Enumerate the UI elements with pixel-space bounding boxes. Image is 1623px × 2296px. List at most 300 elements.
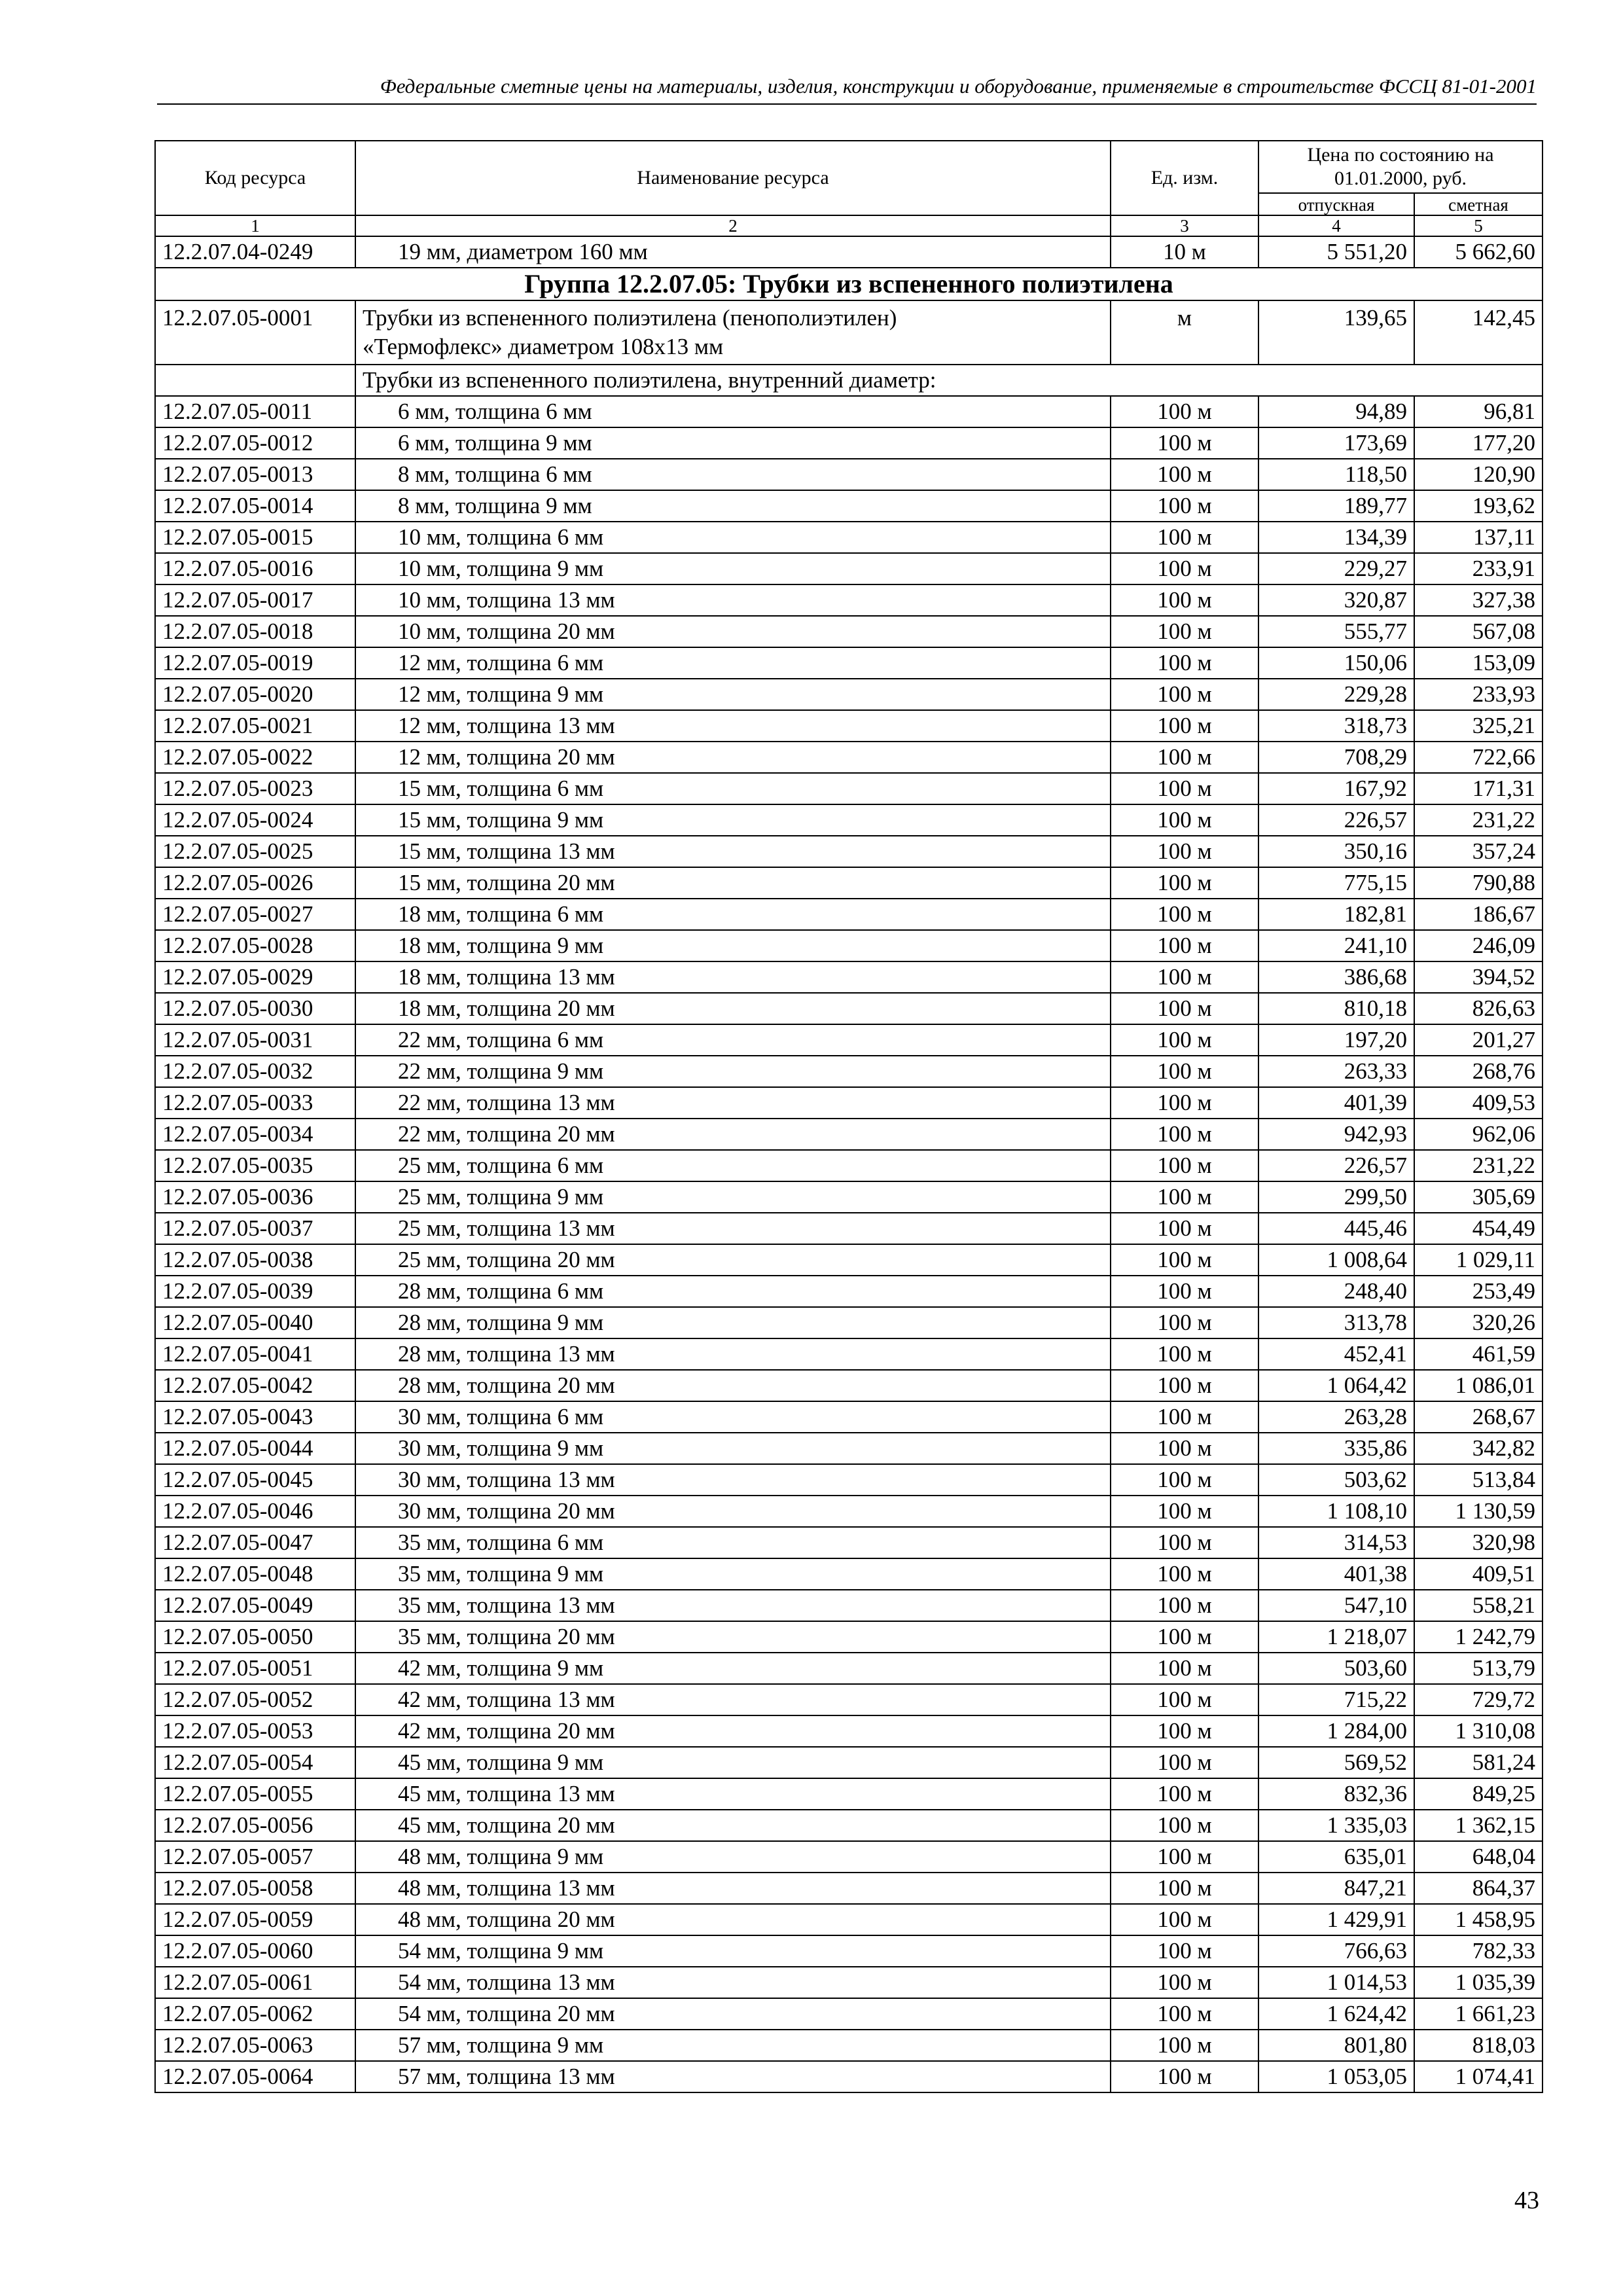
estimate-price: 454,49: [1414, 1213, 1543, 1244]
resource-name: 12 мм, толщина 20 мм: [355, 742, 1111, 773]
running-header: Федеральные сметные цены на материалы, изделия, конструкции и оборудование, применяемые в строительстве ФССЦ 81-01-2001: [380, 75, 1537, 98]
resource-unit: 100 м: [1111, 993, 1258, 1024]
table-row: [155, 1558, 1543, 1590]
resource-unit: 100 м: [1111, 1935, 1258, 1967]
estimate-price: 962,06: [1414, 1119, 1543, 1150]
resource-name: 57 мм, толщина 13 мм: [355, 2061, 1111, 2092]
resource-unit: 100 м: [1111, 1370, 1258, 1401]
table-row: [155, 1024, 1543, 1056]
table-row: [155, 1653, 1543, 1684]
resource-code: 12.2.07.05-0054: [155, 1747, 355, 1778]
resource-code: 12.2.07.05-0047: [155, 1527, 355, 1558]
resource-unit: 100 м: [1111, 1810, 1258, 1841]
estimate-price: 461,59: [1414, 1338, 1543, 1370]
release-price: 503,60: [1258, 1653, 1414, 1684]
table-row: [155, 899, 1543, 930]
resource-unit: 100 м: [1111, 1433, 1258, 1464]
resource-unit: 100 м: [1111, 867, 1258, 899]
estimate-price: 137,11: [1414, 522, 1543, 553]
resource-name: 8 мм, толщина 9 мм: [355, 490, 1111, 522]
resource-code: 12.2.07.05-0021: [155, 710, 355, 742]
release-price: 167,92: [1258, 773, 1414, 804]
resource-name: 22 мм, толщина 20 мм: [355, 1119, 1111, 1150]
resource-name: 30 мм, толщина 9 мм: [355, 1433, 1111, 1464]
resource-unit: 100 м: [1111, 1841, 1258, 1873]
release-price: 197,20: [1258, 1024, 1414, 1056]
resource-code: 12.2.07.05-0052: [155, 1684, 355, 1715]
table-row: [155, 930, 1543, 961]
release-price: 1 008,64: [1258, 1244, 1414, 1276]
resource-unit: 100 м: [1111, 1747, 1258, 1778]
estimate-price: 233,93: [1414, 679, 1543, 710]
release-price: 1 284,00: [1258, 1715, 1414, 1747]
table-row: [155, 1244, 1543, 1276]
col-header-price: Цена по состоянию на 01.01.2000, руб.: [1258, 141, 1543, 193]
table-row: [155, 490, 1543, 522]
table-row: [155, 1087, 1543, 1119]
release-price: 94,89: [1258, 396, 1414, 427]
estimate-price: 567,08: [1414, 616, 1543, 647]
resource-code: 12.2.07.05-0056: [155, 1810, 355, 1841]
release-price: 134,39: [1258, 522, 1414, 553]
estimate-price: 246,09: [1414, 930, 1543, 961]
resource-name: 42 мм, толщина 20 мм: [355, 1715, 1111, 1747]
table-row: [155, 1150, 1543, 1181]
resource-code: 12.2.07.05-0037: [155, 1213, 355, 1244]
resource-unit: 100 м: [1111, 584, 1258, 616]
resource-code: 12.2.07.05-0042: [155, 1370, 355, 1401]
resource-unit: 100 м: [1111, 1998, 1258, 2030]
col-header-unit: Ед. изм.: [1111, 141, 1258, 215]
release-price: 229,28: [1258, 679, 1414, 710]
estimate-price: 513,84: [1414, 1464, 1543, 1496]
resource-name: 10 мм, толщина 9 мм: [355, 553, 1111, 584]
resource-code: 12.2.07.05-0001: [155, 300, 355, 365]
release-price: 173,69: [1258, 427, 1414, 459]
release-price: 299,50: [1258, 1181, 1414, 1213]
release-price: 335,86: [1258, 1433, 1414, 1464]
resource-unit: 100 м: [1111, 1056, 1258, 1087]
resource-name: 18 мм, толщина 20 мм: [355, 993, 1111, 1024]
release-price: 139,65: [1258, 300, 1414, 365]
estimate-price: 1 035,39: [1414, 1967, 1543, 1998]
column-number: 3: [1111, 215, 1258, 236]
resource-unit: м: [1111, 300, 1258, 365]
resource-name: 12 мм, толщина 13 мм: [355, 710, 1111, 742]
estimate-price: 1 086,01: [1414, 1370, 1543, 1401]
resource-unit: 100 м: [1111, 1276, 1258, 1307]
resource-code: 12.2.07.05-0050: [155, 1621, 355, 1653]
resource-name: 6 мм, толщина 9 мм: [355, 427, 1111, 459]
table-row: [155, 396, 1543, 427]
resource-code: 12.2.07.05-0048: [155, 1558, 355, 1590]
release-price: 1 624,42: [1258, 1998, 1414, 2030]
resource-code: 12.2.07.05-0027: [155, 899, 355, 930]
resource-name: 57 мм, толщина 9 мм: [355, 2030, 1111, 2061]
resource-name: 48 мм, толщина 20 мм: [355, 1904, 1111, 1935]
col-header-code: Код ресурса: [155, 141, 355, 215]
resource-unit: 100 м: [1111, 930, 1258, 961]
estimate-price: 722,66: [1414, 742, 1543, 773]
resource-code: 12.2.07.05-0062: [155, 1998, 355, 2030]
resource-code: 12.2.07.05-0019: [155, 647, 355, 679]
resource-name: 54 мм, толщина 20 мм: [355, 1998, 1111, 2030]
resource-unit: 10 м: [1111, 236, 1258, 268]
release-price: 547,10: [1258, 1590, 1414, 1621]
group-heading-row: [155, 268, 1543, 300]
resource-name: 12 мм, толщина 9 мм: [355, 679, 1111, 710]
resource-code: 12.2.07.05-0012: [155, 427, 355, 459]
table-row: [155, 2061, 1543, 2092]
release-price: 229,27: [1258, 553, 1414, 584]
resource-unit: 100 м: [1111, 2030, 1258, 2061]
table-row: [155, 1213, 1543, 1244]
column-number: 5: [1414, 215, 1543, 236]
release-price: 1 064,42: [1258, 1370, 1414, 1401]
table-row: [155, 459, 1543, 490]
resource-unit: 100 м: [1111, 1527, 1258, 1558]
resource-unit: 100 м: [1111, 1244, 1258, 1276]
resource-code: 12.2.07.05-0063: [155, 2030, 355, 2061]
release-price: 708,29: [1258, 742, 1414, 773]
release-price: 445,46: [1258, 1213, 1414, 1244]
table-row: [155, 1181, 1543, 1213]
resource-name: 22 мм, толщина 6 мм: [355, 1024, 1111, 1056]
resource-code: 12.2.07.05-0061: [155, 1967, 355, 1998]
release-price: 150,06: [1258, 647, 1414, 679]
resource-name: 35 мм, толщина 13 мм: [355, 1590, 1111, 1621]
release-price: 248,40: [1258, 1276, 1414, 1307]
table-row: [155, 1747, 1543, 1778]
resource-code: 12.2.07.05-0043: [155, 1401, 355, 1433]
table-row: [155, 1998, 1543, 2030]
resource-code: 12.2.07.05-0033: [155, 1087, 355, 1119]
resource-name: 25 мм, толщина 6 мм: [355, 1150, 1111, 1181]
table-row: [155, 1935, 1543, 1967]
resource-unit: 100 м: [1111, 1024, 1258, 1056]
resource-name-line-2: «Термофлекс» диаметром 108х13 мм: [363, 334, 724, 359]
col-header-name: Наименование ресурса: [355, 141, 1111, 215]
resource-unit: 100 м: [1111, 1119, 1258, 1150]
table-row: [155, 1496, 1543, 1527]
table-row: [155, 1590, 1543, 1621]
table-row: [155, 584, 1543, 616]
estimate-price: 327,38: [1414, 584, 1543, 616]
estimate-price: 1 074,41: [1414, 2061, 1543, 2092]
estimate-price: 1 242,79: [1414, 1621, 1543, 1653]
column-number: 1: [155, 215, 355, 236]
table-row: [155, 867, 1543, 899]
table-row: [155, 1276, 1543, 1307]
release-price: 386,68: [1258, 961, 1414, 993]
resource-name: 18 мм, толщина 9 мм: [355, 930, 1111, 961]
resource-name: 45 мм, толщина 9 мм: [355, 1747, 1111, 1778]
subheading-row: [155, 365, 1543, 396]
table-row: [155, 522, 1543, 553]
resource-name: 10 мм, толщина 6 мм: [355, 522, 1111, 553]
resource-unit: 100 м: [1111, 1967, 1258, 1998]
table-row: [155, 1810, 1543, 1841]
table-row: [155, 961, 1543, 993]
release-price: 715,22: [1258, 1684, 1414, 1715]
estimate-price: 818,03: [1414, 2030, 1543, 2061]
resource-code: 12.2.07.05-0016: [155, 553, 355, 584]
resource-unit: 100 м: [1111, 647, 1258, 679]
resource-code: 12.2.07.05-0041: [155, 1338, 355, 1370]
table-row: [155, 1967, 1543, 1998]
col-header-release: отпускная: [1258, 193, 1414, 215]
resource-unit: 100 м: [1111, 679, 1258, 710]
resource-unit: 100 м: [1111, 459, 1258, 490]
resource-code: 12.2.07.05-0024: [155, 804, 355, 836]
resource-unit: 100 м: [1111, 1715, 1258, 1747]
resource-unit: 100 м: [1111, 1873, 1258, 1904]
resource-unit: 100 м: [1111, 742, 1258, 773]
resource-code: 12.2.07.05-0035: [155, 1150, 355, 1181]
resource-code: 12.2.07.05-0032: [155, 1056, 355, 1087]
estimate-price: 231,22: [1414, 1150, 1543, 1181]
table-row: [155, 1841, 1543, 1873]
resource-name: 15 мм, толщина 20 мм: [355, 867, 1111, 899]
resource-unit: 100 м: [1111, 1496, 1258, 1527]
column-number: 4: [1258, 215, 1414, 236]
resource-name: [355, 300, 1111, 365]
release-price: 241,10: [1258, 930, 1414, 961]
resource-name: 25 мм, толщина 13 мм: [355, 1213, 1111, 1244]
resource-name: 42 мм, толщина 9 мм: [355, 1653, 1111, 1684]
resource-code: 12.2.07.05-0025: [155, 836, 355, 867]
resource-code: 12.2.07.05-0014: [155, 490, 355, 522]
resource-name: 28 мм, толщина 13 мм: [355, 1338, 1111, 1370]
estimate-price: 342,82: [1414, 1433, 1543, 1464]
resource-name: 10 мм, толщина 13 мм: [355, 584, 1111, 616]
resource-code: 12.2.07.05-0015: [155, 522, 355, 553]
estimate-price: 120,90: [1414, 459, 1543, 490]
estimate-price: 305,69: [1414, 1181, 1543, 1213]
release-price: 569,52: [1258, 1747, 1414, 1778]
release-price: 5 551,20: [1258, 236, 1414, 268]
resource-code: 12.2.07.05-0018: [155, 616, 355, 647]
table-row: [155, 2030, 1543, 2061]
table-row: [155, 1056, 1543, 1087]
table-row: [155, 804, 1543, 836]
estimate-price: 201,27: [1414, 1024, 1543, 1056]
table-row: [155, 427, 1543, 459]
estimate-price: 394,52: [1414, 961, 1543, 993]
resource-code: 12.2.07.05-0013: [155, 459, 355, 490]
release-price: 942,93: [1258, 1119, 1414, 1150]
estimate-price: 409,51: [1414, 1558, 1543, 1590]
table-row: [155, 236, 1543, 268]
resource-name: 54 мм, толщина 13 мм: [355, 1967, 1111, 1998]
resource-unit: 100 м: [1111, 427, 1258, 459]
resource-unit: 100 м: [1111, 1401, 1258, 1433]
resource-unit: 100 м: [1111, 1213, 1258, 1244]
table-row: [155, 1370, 1543, 1401]
estimate-price: 729,72: [1414, 1684, 1543, 1715]
resource-code: 12.2.07.05-0039: [155, 1276, 355, 1307]
release-price: 189,77: [1258, 490, 1414, 522]
release-price: 1 014,53: [1258, 1967, 1414, 1998]
estimate-price: 826,63: [1414, 993, 1543, 1024]
table-row: [155, 836, 1543, 867]
empty-cell: [155, 365, 355, 396]
resource-name: 18 мм, толщина 13 мм: [355, 961, 1111, 993]
estimate-price: 409,53: [1414, 1087, 1543, 1119]
resource-code: 12.2.07.05-0046: [155, 1496, 355, 1527]
table-row: [155, 616, 1543, 647]
resource-name: 30 мм, толщина 6 мм: [355, 1401, 1111, 1433]
estimate-price: 1 362,15: [1414, 1810, 1543, 1841]
resource-unit: 100 м: [1111, 773, 1258, 804]
release-price: 263,33: [1258, 1056, 1414, 1087]
column-number: 2: [355, 215, 1111, 236]
release-price: 766,63: [1258, 1935, 1414, 1967]
resource-unit: 100 м: [1111, 1904, 1258, 1935]
table-row: [155, 773, 1543, 804]
resource-code: 12.2.07.05-0058: [155, 1873, 355, 1904]
table-row: [155, 742, 1543, 773]
resource-unit: 100 м: [1111, 1621, 1258, 1653]
resource-code: 12.2.07.05-0017: [155, 584, 355, 616]
resource-code: 12.2.07.05-0059: [155, 1904, 355, 1935]
release-price: 226,57: [1258, 804, 1414, 836]
table-row: [155, 1119, 1543, 1150]
release-price: 401,38: [1258, 1558, 1414, 1590]
estimate-price: 193,62: [1414, 490, 1543, 522]
resource-unit: 100 м: [1111, 1307, 1258, 1338]
header-rule: [157, 103, 1537, 105]
estimate-price: 171,31: [1414, 773, 1543, 804]
resource-name: 22 мм, толщина 13 мм: [355, 1087, 1111, 1119]
resource-name: 12 мм, толщина 6 мм: [355, 647, 1111, 679]
resource-unit: 100 м: [1111, 490, 1258, 522]
estimate-price: 849,25: [1414, 1778, 1543, 1810]
resource-code: 12.2.07.05-0044: [155, 1433, 355, 1464]
resource-unit: 100 м: [1111, 553, 1258, 584]
estimate-price: 96,81: [1414, 396, 1543, 427]
resource-unit: 100 м: [1111, 1653, 1258, 1684]
release-price: 1 053,05: [1258, 2061, 1414, 2092]
estimate-price: 648,04: [1414, 1841, 1543, 1873]
table-row: [155, 1715, 1543, 1747]
resource-code: 12.2.07.05-0045: [155, 1464, 355, 1496]
release-price: 775,15: [1258, 867, 1414, 899]
resource-unit: 100 м: [1111, 1181, 1258, 1213]
resource-unit: 100 м: [1111, 710, 1258, 742]
table-row: [155, 993, 1543, 1024]
resource-code: 12.2.07.05-0034: [155, 1119, 355, 1150]
resource-name: 48 мм, толщина 13 мм: [355, 1873, 1111, 1904]
resource-code: 12.2.07.05-0028: [155, 930, 355, 961]
resource-name: 19 мм, диаметром 160 мм: [355, 236, 1111, 268]
release-price: 320,87: [1258, 584, 1414, 616]
resource-code: 12.2.07.05-0026: [155, 867, 355, 899]
resource-name: 42 мм, толщина 13 мм: [355, 1684, 1111, 1715]
estimate-price: 253,49: [1414, 1276, 1543, 1307]
resource-name: 10 мм, толщина 20 мм: [355, 616, 1111, 647]
release-price: 226,57: [1258, 1150, 1414, 1181]
resource-name: 48 мм, толщина 9 мм: [355, 1841, 1111, 1873]
release-price: 182,81: [1258, 899, 1414, 930]
resource-name: 30 мм, толщина 13 мм: [355, 1464, 1111, 1496]
estimate-price: 142,45: [1414, 300, 1543, 365]
estimate-price: 177,20: [1414, 427, 1543, 459]
resource-name: 45 мм, толщина 13 мм: [355, 1778, 1111, 1810]
resource-name: 18 мм, толщина 6 мм: [355, 899, 1111, 930]
resource-code: 12.2.07.05-0023: [155, 773, 355, 804]
release-price: 1 108,10: [1258, 1496, 1414, 1527]
col-header-estimate: сметная: [1414, 193, 1543, 215]
resource-code: 12.2.07.05-0053: [155, 1715, 355, 1747]
resource-unit: 100 м: [1111, 836, 1258, 867]
resource-code: 12.2.07.05-0020: [155, 679, 355, 710]
table-row: [155, 1873, 1543, 1904]
table-row: [155, 553, 1543, 584]
resource-name: 6 мм, толщина 6 мм: [355, 396, 1111, 427]
resource-name: 15 мм, толщина 9 мм: [355, 804, 1111, 836]
resource-unit: 100 м: [1111, 1464, 1258, 1496]
table-row: [155, 1433, 1543, 1464]
resource-code: 12.2.07.05-0064: [155, 2061, 355, 2092]
resource-name: 35 мм, толщина 9 мм: [355, 1558, 1111, 1590]
resource-name: 25 мм, толщина 9 мм: [355, 1181, 1111, 1213]
resource-unit: 100 м: [1111, 804, 1258, 836]
table-row: [155, 1464, 1543, 1496]
release-price: 1 335,03: [1258, 1810, 1414, 1841]
estimate-price: 782,33: [1414, 1935, 1543, 1967]
table-row: [155, 1307, 1543, 1338]
estimate-price: 1 130,59: [1414, 1496, 1543, 1527]
table-row: [155, 1338, 1543, 1370]
estimate-price: 186,67: [1414, 899, 1543, 930]
resource-unit: 100 м: [1111, 1778, 1258, 1810]
table-row: [155, 1401, 1543, 1433]
estimate-price: 268,67: [1414, 1401, 1543, 1433]
resource-name-line-1: Трубки из вспененного полиэтилена (пенополиэтилен): [363, 305, 897, 331]
resource-name: 54 мм, толщина 9 мм: [355, 1935, 1111, 1967]
column-number-row: [155, 215, 1543, 236]
resource-code: 12.2.07.05-0031: [155, 1024, 355, 1056]
resource-name: 28 мм, толщина 6 мм: [355, 1276, 1111, 1307]
estimate-price: 5 662,60: [1414, 236, 1543, 268]
resource-code: 12.2.07.05-0040: [155, 1307, 355, 1338]
resource-name: 25 мм, толщина 20 мм: [355, 1244, 1111, 1276]
estimate-price: 513,79: [1414, 1653, 1543, 1684]
resource-unit: 100 м: [1111, 616, 1258, 647]
resource-code: 12.2.07.05-0057: [155, 1841, 355, 1873]
resource-name: 8 мм, толщина 6 мм: [355, 459, 1111, 490]
estimate-price: 325,21: [1414, 710, 1543, 742]
resource-code: 12.2.07.05-0055: [155, 1778, 355, 1810]
resource-name: 45 мм, толщина 20 мм: [355, 1810, 1111, 1841]
resource-unit: 100 м: [1111, 1684, 1258, 1715]
table-row: [155, 1684, 1543, 1715]
release-price: 503,62: [1258, 1464, 1414, 1496]
estimate-price: 790,88: [1414, 867, 1543, 899]
estimate-price: 864,37: [1414, 1873, 1543, 1904]
resource-name: 35 мм, толщина 20 мм: [355, 1621, 1111, 1653]
release-price: 263,28: [1258, 1401, 1414, 1433]
page-number: 43: [1514, 2187, 1539, 2214]
resource-code: 12.2.07.05-0051: [155, 1653, 355, 1684]
release-price: 635,01: [1258, 1841, 1414, 1873]
resource-unit: 100 м: [1111, 522, 1258, 553]
estimate-price: 1 458,95: [1414, 1904, 1543, 1935]
resource-code: 12.2.07.05-0036: [155, 1181, 355, 1213]
release-price: 313,78: [1258, 1307, 1414, 1338]
subheading: Трубки из вспененного полиэтилена, внутренний диаметр:: [355, 365, 1543, 396]
